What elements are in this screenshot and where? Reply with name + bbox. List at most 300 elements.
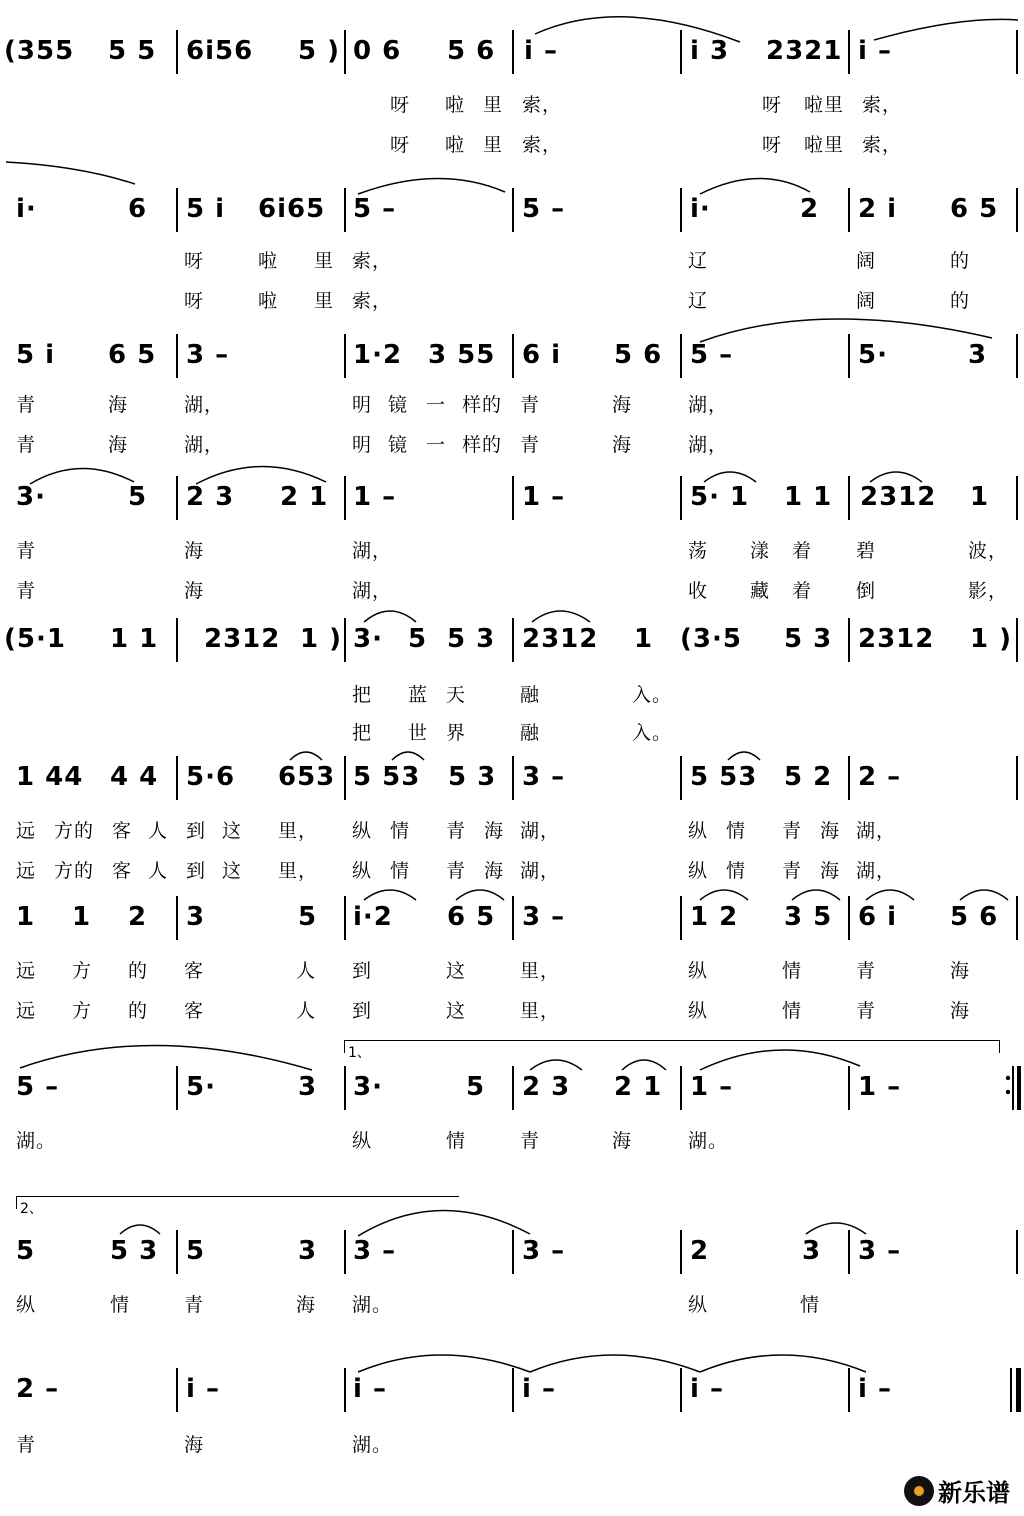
lyric: 海 [296,1294,317,1316]
barline [176,896,178,940]
lyric: 界 [446,722,467,744]
lyric: 湖， [520,860,561,882]
note-group: 6 i [522,340,562,370]
note-group: 1 ) [300,624,343,654]
lyric: 索， [522,134,563,156]
note-group: 2 3 [522,1072,571,1102]
lyric: 着 [792,580,813,602]
note-group: 1 – [858,1072,902,1102]
note-group: 1 [72,902,92,932]
note-group: 1 44 [16,762,84,792]
barline [176,188,178,232]
lyric: 青 [782,860,803,882]
note-group: 5 i [16,340,56,370]
volta-bracket-1 [344,1040,1000,1053]
lyric: 影， [968,580,1009,602]
lyric: 纵 [352,820,373,842]
note-group: 1 [16,902,36,932]
note-group: 6 5 [447,902,496,932]
lyric: 纵 [688,1000,709,1022]
note-group: i – [186,1374,220,1404]
lyric: 远 [16,960,37,982]
lyric: 湖， [352,580,393,602]
barline [512,1230,514,1274]
lyric: 海 [950,960,971,982]
lyric: 到 [186,820,207,842]
note-group: 5 3 [110,1236,159,1266]
lyric: 呀 [390,94,411,116]
note-group: 2312 [204,624,281,654]
note-group: 1 [634,624,654,654]
barline [344,618,346,662]
lyric: 青 [184,1294,205,1316]
lyric: 客 [112,820,133,842]
lyric: 海 [108,434,129,456]
lyric: 到 [352,960,373,982]
lyric: 人 [296,960,317,982]
lyric: 世 [408,722,429,744]
lyric: 波， [968,540,1009,562]
note-group: 3 [186,902,206,932]
lyric: 湖。 [688,1130,729,1152]
lyric: 这 [222,860,243,882]
lyric: 样的 [462,394,503,416]
lyric: 这 [222,820,243,842]
lyric: 把 [352,722,373,744]
note-group: 2 [690,1236,710,1266]
barline [1016,30,1018,74]
lyric: 海 [484,820,505,842]
note-group: i – [353,1374,387,1404]
note-group: 1·2 [353,340,403,370]
note-group: 2312 [522,624,599,654]
lyric: 海 [612,434,633,456]
barline [680,334,682,378]
lyric: 蓝 [408,684,429,706]
note-group: 3 55 [428,340,496,370]
lyric: 青 [16,1434,37,1456]
barline [848,756,850,800]
barline [512,1066,514,1110]
note-group: 5· [186,1072,216,1102]
lyric: 人 [148,860,169,882]
note-group: 5 3 [784,624,833,654]
lyric: 里， [278,820,319,842]
lyric: 湖， [688,434,729,456]
lyric: 湖， [856,820,897,842]
lyric: 里 [314,250,335,272]
lyric: 纵 [688,1294,709,1316]
lyric: 情 [110,1294,131,1316]
lyric: 纵 [688,960,709,982]
note-group: 2321 [766,36,843,66]
lyric: 啦里 [804,94,845,116]
barline [848,1066,850,1110]
note-group: 2 1 [614,1072,663,1102]
repeat-barline-thick [1017,1066,1021,1110]
lyric: 啦 [258,290,279,312]
barline [344,756,346,800]
note-group: 1 – [353,482,397,512]
lyric: 青 [446,860,467,882]
lyric: 湖。 [16,1130,57,1152]
barline [1016,188,1018,232]
note-group: 5 6 [447,36,496,66]
note-group: 5 53 [690,762,758,792]
lyric: 青 [856,1000,877,1022]
note-group: 1 1 [110,624,159,654]
lyric: 呀 [184,250,205,272]
note-group: 5 [186,1236,206,1266]
lyric: 里， [520,1000,561,1022]
note-group: 3· [353,624,383,654]
barline [176,334,178,378]
barline [848,896,850,940]
lyric: 情 [726,860,747,882]
note-group: 3 – [522,1236,566,1266]
lyric: 样的 [462,434,503,456]
lyric: 啦 [445,134,466,156]
lyric: 青 [16,540,37,562]
barline [680,756,682,800]
barline [344,188,346,232]
lyric: 碧 [856,540,877,562]
barline [680,1368,682,1412]
note-group: 3 [298,1072,318,1102]
lyric: 天 [446,684,467,706]
lyric: 阔 [856,290,877,312]
note-group: 1 – [522,482,566,512]
site-logo [904,1473,1010,1508]
note-group: 5 2 [784,762,833,792]
lyric: 湖， [856,860,897,882]
note-group: 3 5 [784,902,833,932]
lyric: 藏 [750,580,771,602]
note-group: 5 [466,1072,486,1102]
note-group: (5·1 [4,624,66,654]
lyric: 的 [950,250,971,272]
lyric: 客 [184,1000,205,1022]
barline [848,1368,850,1412]
lyric: 索， [522,94,563,116]
barline [680,30,682,74]
lyric: 海 [184,540,205,562]
barline [176,1368,178,1412]
note-group: i – [858,36,892,66]
lyric: 纵 [688,860,709,882]
lyric: 纵 [16,1294,37,1316]
lyric: 湖。 [352,1434,393,1456]
lyric: 呀 [390,134,411,156]
note-group: i· [16,194,37,224]
note-group: 5 3 [447,624,496,654]
lyric: 湖， [184,394,225,416]
lyric: 荡 [688,540,709,562]
lyric: 远 [16,1000,37,1022]
note-group: 5 – [16,1072,60,1102]
note-group: 2 3 [186,482,235,512]
lyric: 青 [520,1130,541,1152]
lyric: 湖， [184,434,225,456]
note-group: 1 – [690,1072,734,1102]
lyric: 青 [446,820,467,842]
lyric: 辽 [688,250,709,272]
barline [1016,756,1018,800]
lyric: 海 [184,1434,205,1456]
lyric: 镜 [388,394,409,416]
lyric: 海 [484,860,505,882]
lyric: 这 [446,960,467,982]
logo-text: 新乐谱 [938,1479,1010,1507]
lyric: 啦 [258,250,279,272]
lyric: 一 [426,434,447,456]
note-group: 3 – [353,1236,397,1266]
lyric: 索， [352,290,393,312]
note-group: 5 5 [108,36,157,66]
note-group: 3 [298,1236,318,1266]
note-group: 0 6 [353,36,402,66]
note-group: 5 [408,624,428,654]
lyric: 这 [446,1000,467,1022]
lyric: 湖， [520,820,561,842]
lyric: 人 [148,820,169,842]
note-group: 2 i [858,194,898,224]
barline [848,188,850,232]
barline [344,476,346,520]
lyric: 方的 [54,860,95,882]
barline [512,334,514,378]
lyric: 里 [483,134,504,156]
barline [176,756,178,800]
lyric: 客 [112,860,133,882]
barline [512,756,514,800]
barline [344,334,346,378]
note-group: 653 [278,762,336,792]
note-group: 6 5 [108,340,157,370]
lyric: 纵 [688,820,709,842]
note-group: 3· [353,1072,383,1102]
lyric: 把 [352,684,373,706]
note-group: 5 3 [448,762,497,792]
lyric: 融 [520,722,541,744]
note-group: i – [690,1374,724,1404]
barline [848,618,850,662]
lyric: 湖。 [352,1294,393,1316]
lyric: 情 [782,960,803,982]
barline [680,1230,682,1274]
lyric: 啦 [445,94,466,116]
lyric: 到 [186,860,207,882]
barline [848,1230,850,1274]
note-group: 1 [970,482,990,512]
lyric: 的 [950,290,971,312]
note-group: i· [690,194,711,224]
barline [176,618,178,662]
note-group: 2 [800,194,820,224]
note-group: 5 [16,1236,36,1266]
barline [512,618,514,662]
final-barline-thick [1016,1368,1021,1412]
note-group: 3 – [858,1236,902,1266]
lyric: 青 [856,960,877,982]
lyric: 情 [782,1000,803,1022]
lyric: 镜 [388,434,409,456]
barline [176,1230,178,1274]
lyric: 里， [278,860,319,882]
note-group: 5 – [353,194,397,224]
lyric: 索， [862,94,903,116]
lyric: 方 [72,960,93,982]
barline [512,1368,514,1412]
note-group: 6i56 [186,36,254,66]
lyric: 青 [16,580,37,602]
lyric: 海 [820,860,841,882]
lyric: 情 [446,1130,467,1152]
note-group: i – [858,1374,892,1404]
barline [1016,1230,1018,1274]
note-group: 6 i [858,902,898,932]
lyric: 海 [820,820,841,842]
note-group: 2 – [858,762,902,792]
barline [344,896,346,940]
lyric: 远 [16,820,37,842]
lyric: 漾 [750,540,771,562]
lyric: 入。 [632,684,673,706]
lyric: 湖， [352,540,393,562]
lyric: 入。 [632,722,673,744]
note-group: 5 [298,902,318,932]
note-group: (355 [4,36,75,66]
note-group: 5 – [522,194,566,224]
barline [1016,618,1018,662]
lyric: 海 [612,394,633,416]
lyric: 远 [16,860,37,882]
note-group: 5·6 [186,762,236,792]
lyric: 明 [352,394,373,416]
barline [848,334,850,378]
barline [176,476,178,520]
lyric: 辽 [688,290,709,312]
volta-label-2: 2、 [20,1201,43,1217]
lyric: 里， [520,960,561,982]
note-group: 3 [802,1236,822,1266]
note-group: i – [522,1374,556,1404]
lyric: 情 [800,1294,821,1316]
lyric: 明 [352,434,373,456]
barline [176,30,178,74]
note-group: 6i65 [258,194,326,224]
barline [176,1066,178,1110]
barline [344,1066,346,1110]
note-group: 5 53 [353,762,421,792]
note-group: 1 ) [970,624,1013,654]
barline [1016,896,1018,940]
barline [680,896,682,940]
barline [344,30,346,74]
note-group: 5· [858,340,888,370]
final-barline-thin [1010,1368,1012,1412]
note-group: i·2 [353,902,393,932]
volta-bracket-2 [16,1196,459,1209]
lyric: 着 [792,540,813,562]
note-group: i – [524,36,558,66]
lyric: 青 [16,434,37,456]
note-group: 5 6 [950,902,999,932]
repeat-barline-thin [1012,1066,1014,1110]
barline [512,896,514,940]
barline [848,30,850,74]
note-group: 5 ) [298,36,341,66]
lyric: 啦里 [804,134,845,156]
note-group: 2 [128,902,148,932]
lyric: 呀 [184,290,205,312]
note-group: 3 – [186,340,230,370]
note-group: 1 1 [784,482,833,512]
note-group: 5 i [186,194,226,224]
lyric: 阔 [856,250,877,272]
lyric: 情 [390,860,411,882]
note-group: 2312 [860,482,937,512]
barline [344,1230,346,1274]
lyric: 里 [314,290,335,312]
lyric: 方的 [54,820,95,842]
lyric: 方 [72,1000,93,1022]
lyric: 呀 [762,134,783,156]
barline [512,476,514,520]
lyric: 青 [782,820,803,842]
lyric: 融 [520,684,541,706]
note-group: 4 4 [110,762,159,792]
note-group: 5 – [690,340,734,370]
note-group: 5 [128,482,148,512]
note-group: 2 – [16,1374,60,1404]
barline [512,30,514,74]
lyric: 青 [520,394,541,416]
note-group: 2312 [858,624,935,654]
note-group: 3 [968,340,988,370]
note-group: (3·5 [680,624,742,654]
lyric: 湖， [688,394,729,416]
note-group: 2 1 [280,482,329,512]
barline [680,476,682,520]
lyric: 客 [184,960,205,982]
lyric: 青 [520,434,541,456]
lyric: 里 [483,94,504,116]
note-group: 1 2 [690,902,739,932]
lyric: 索， [352,250,393,272]
barline [680,188,682,232]
barline [512,188,514,232]
barline [344,1368,346,1412]
lyric: 海 [950,1000,971,1022]
lyric: 收 [688,580,709,602]
note-group: 3· [16,482,46,512]
record-disc-icon [904,1476,934,1506]
lyric: 一 [426,394,447,416]
note-group: 5· 1 [690,482,750,512]
note-group: 5 6 [614,340,663,370]
lyric: 海 [184,580,205,602]
lyric: 的 [128,960,149,982]
lyric: 海 [108,394,129,416]
lyric: 索， [862,134,903,156]
note-group: 6 5 [950,194,999,224]
lyric: 人 [296,1000,317,1022]
lyric: 海 [612,1130,633,1152]
lyric: 纵 [352,1130,373,1152]
note-group: i 3 [690,36,730,66]
lyric: 青 [16,394,37,416]
